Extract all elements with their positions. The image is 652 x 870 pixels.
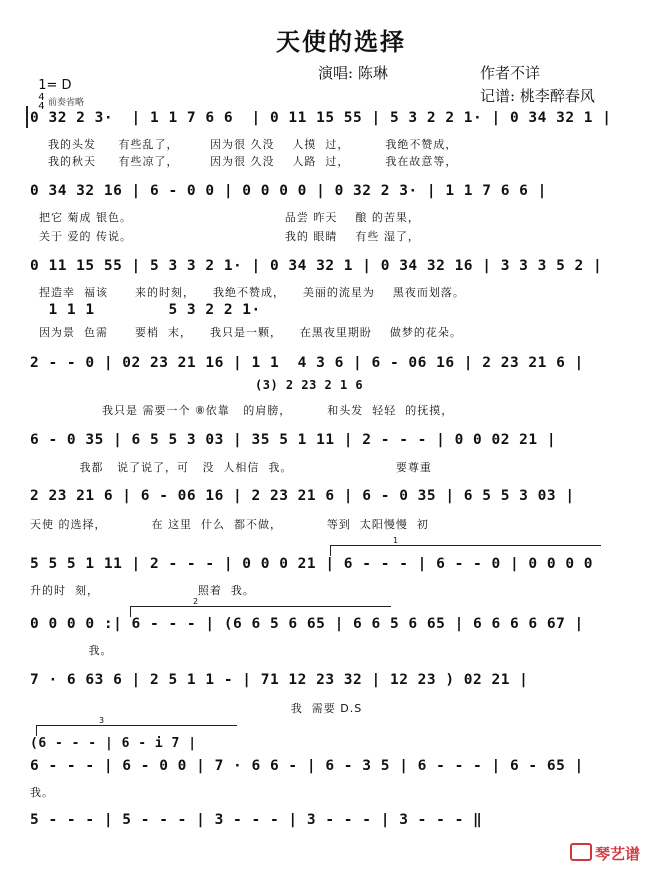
score-row-2: 0 34 32 16 | 6 - 0 0 | 0 0 0 0 | 0 32 2 3· | 1 1 7 6 6 | [30, 183, 547, 199]
repeat-start-bar [26, 106, 28, 128]
score-row-9: 0 0 0 0 :| 6 - - - | (6 6 5 6 65 | 6 6 5 6 65 | 6 6 6 6 67 | [30, 616, 584, 632]
brand-logo-icon [570, 843, 592, 861]
intro-note: 前奏省略 [48, 98, 85, 108]
composer-credit: 作者不详 [480, 64, 541, 82]
volta-3-label: 3 [99, 716, 105, 725]
singer-credit: 演唱: 陈琳 [318, 64, 388, 82]
lyric-row-5: 我只是 需要一个 ⑧依靠 的肩膀， 和头发 轻轻 的抚摸， [30, 404, 454, 417]
volta-2 [130, 597, 391, 617]
score-row-5: 2 - - 0 | 02 23 21 16 | 1 1 4 3 6 | 6 - 06 16 | 2 23 21 6 | [30, 355, 584, 371]
song-title: 天使的选择 [276, 28, 406, 56]
lyric-row-2a: 把它 菊成 银色。 品尝 昨天 酿 的苦果， [30, 211, 420, 224]
score-row-11: (6 - - - | 6 - i 7 | [30, 736, 197, 751]
score-row-6: 6 - 0 35 | 6 5 5 3 03 | 35 5 1 11 | 2 - - - | 0 0 02 21 | [30, 432, 557, 448]
lyric-row-4: 因为景 色需 要梢 末， 我只是一颗， 在黑夜里期盼 做梦的花朵。 [30, 326, 462, 339]
volta-1-label: 1 [393, 536, 399, 545]
lyric-row-3: 捏造幸 福该 来的时刻， 我绝不赞成， 美丽的流星为 黑夜而划落。 [30, 286, 465, 299]
lyric-row-6: 我都 说了说了，可 没 人相信 我。 要尊重 [30, 461, 432, 474]
volta-3 [36, 716, 237, 736]
volta-2-label: 2 [193, 597, 199, 606]
lyric-row-7: 天使 的选择， 在 这里 什么 都不做， 等到 太阳慢慢 初 [30, 518, 429, 531]
lyric-row-8: 升的时 刻， 照着 我。 [30, 584, 255, 597]
score-row-1: 0 32 2 3· | 1 1 7 6 6 | 0 11 15 55 | 5 3 2 2 1· | 0 34 32 1 | [30, 110, 612, 126]
brand-name: 琴艺谱 [595, 845, 641, 863]
score-row-5-alt: (3) 2 23 2 1 6 [255, 378, 364, 392]
time-signature [38, 93, 44, 111]
key-label: 1= D [38, 78, 72, 93]
score-row-3: 0 11 15 55 | 5 3 3 2 1· | 0 34 32 1 | 0 34 32 16 | 3 3 3 5 2 | [30, 258, 603, 274]
score-row-13: 5 - - - | 5 - - - | 3 - - - | 3 - - - | 3 - - - ‖ [30, 812, 483, 828]
volta-1 [330, 536, 601, 556]
lyric-row-9: 我。 [30, 644, 113, 657]
score-row-4: 1 1 1 5 3 2 2 1· [30, 302, 261, 318]
lyric-row-2b: 关于 爱的 传说。 我的 眼睛 有些 湿了， [30, 230, 420, 243]
lyric-row-1b: 我的秋天 有些凉了， 因为很 久没 人路 过， 我在故意等， [30, 155, 458, 168]
lyric-row-10: 我 需要 D.S [30, 702, 363, 715]
score-row-8: 5 5 5 1 11 | 2 - - - | 0 0 0 21 | 6 - - - | 6 - - 0 | 0 0 0 0 [30, 556, 594, 572]
time-bottom: 4 [38, 101, 45, 112]
lyric-row-12: 我。 [30, 786, 54, 799]
score-row-12: 6 - - - | 6 - 0 0 | 7 · 6 6 - | 6 - 3 5 | 6 - - - | 6 - 65 | [30, 758, 584, 774]
transcriber-credit: 记谱: 桃李醉春风 [480, 87, 595, 105]
lyric-row-1a: 我的头发 有些乱了， 因为很 久没 人摸 过， 我绝不赞成， [30, 138, 458, 151]
score-row-7: 2 23 21 6 | 6 - 06 16 | 2 23 21 6 | 6 - 0 35 | 6 5 5 3 03 | [30, 488, 575, 504]
brand-logo [570, 843, 640, 864]
time-top: 4 [38, 92, 45, 103]
score-row-10: 7 · 6 63 6 | 2 5 1 1 - | 71 12 23 32 | 12 23 ) 02 21 | [30, 672, 529, 688]
